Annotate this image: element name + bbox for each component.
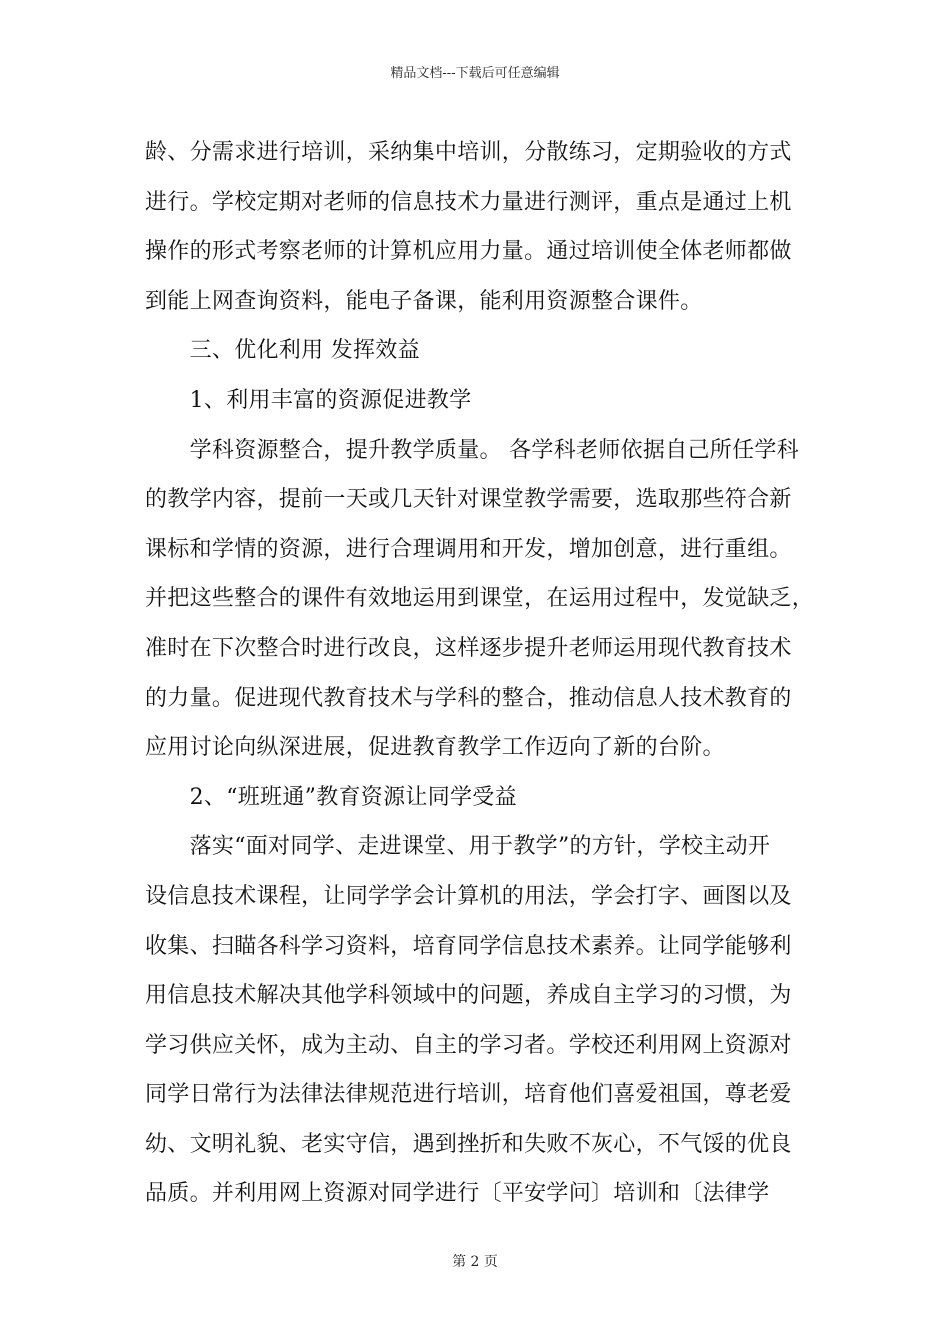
text-line: 落实“面对同学、走进课堂、用于教学”的方针，学校主动开: [145, 834, 771, 860]
document-body: [145, 128, 815, 1219]
text-line: 用信息技术解决其他学科领域中的问题，养成自主学习的习惯，为: [145, 983, 792, 1009]
page-number: 第 2 页: [452, 1254, 498, 1270]
text-line: 准时在下次整合时进行改良，这样逐步提升老师运用现代教育技术: [145, 635, 792, 661]
page-header: 精品文档---下载后可任意编辑: [390, 66, 560, 81]
text-line: 收集、扫瞄各科学习资料，培育同学信息技术素养。让同学能够利: [145, 933, 792, 959]
text-line: 到能上网查询资料，能电子备课，能利用资源整合课件。: [145, 288, 703, 314]
text-line: 学科资源整合，提升教学质量。 各学科老师依据自己所任学科: [145, 437, 799, 463]
text-line: 学习供应关怀，成为主动、自主的学习者。学校还利用网上资源对: [145, 1032, 792, 1058]
text-line: 品质。并利用网上资源对同学进行〔平安学问〕培训和〔法律学: [145, 1181, 770, 1207]
text-line: 的教学内容，提前一天或几天针对课堂教学需要，选取那些符合新: [145, 487, 792, 513]
text-line: 课标和学情的资源，进行合理调用和开发，增加创意，进行重组。: [145, 536, 792, 562]
text-line: 龄、分需求进行培训，采纳集中培训，分散练习，定期验收的方式: [145, 140, 792, 165]
text-line: 应用讨论向纵深进展，促进教育教学工作迈向了新的台阶。: [145, 735, 725, 761]
text-line: 的力量。促进现代教育技术与学科的整合，推动信息人技术教育的: [145, 685, 792, 711]
text-line: 幼、文明礼貌、老实守信，遇到挫折和失败不灰心，不气馁的优良: [145, 1131, 792, 1157]
text-line: 并把这些整合的课件有效地运用到课堂，在运用过程中，发觉缺乏，: [145, 586, 815, 612]
text-line: 操作的形式考察老师的计算机应用力量。通过培训使全体老师都做: [145, 239, 792, 265]
text-line: 同学日常行为法律法律规范进行培训，培育他们喜爱祖国，尊老爱: [145, 1082, 792, 1108]
text-line: 进行。学校定期对老师的信息技术力量进行测评，重点是通过上机: [145, 189, 792, 215]
subsection-heading: 1、利用丰富的资源促进教学: [145, 387, 472, 413]
section-heading: 三、优化利用 发挥效益: [145, 338, 420, 364]
subsection-heading: 2、“班班通”教育资源让同学受益: [145, 784, 517, 810]
text-line: 设信息技术课程，让同学学会计算机的用法，学会打字、画图以及: [145, 883, 792, 909]
